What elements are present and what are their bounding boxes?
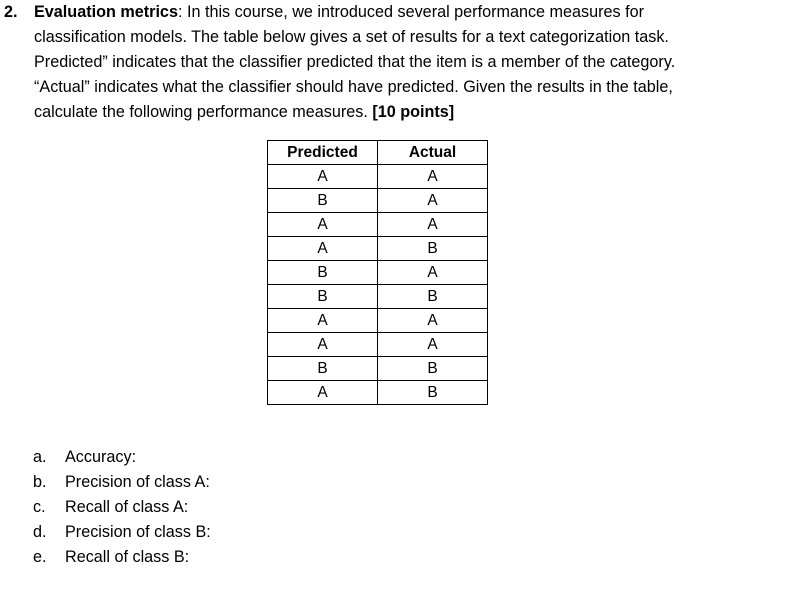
table-row [268,333,488,357]
predicted-cell: A [268,381,378,405]
question-line-4: “Actual” indicates what the classifier should have predicted. Given the results in the table, [34,78,673,96]
subpart-label: Precision of class A: [65,473,210,491]
actual-cell: A [378,165,488,189]
results-table [267,140,488,405]
predicted-cell: A [268,333,378,357]
table-row [268,165,488,189]
actual-cell: B [378,237,488,261]
question-line-3: Predicted” indicates that the classifier predicted that the item is a member of the category. [34,53,676,71]
subpart-marker: b. [33,473,47,491]
table-row [268,357,488,381]
subpart-marker: d. [33,523,47,541]
question-line-1-text: : In this course, we introduced several performance measures for [177,3,645,21]
subpart-label: Recall of class A: [65,498,189,516]
question-line-5-text: calculate the following performance measures. [34,103,373,121]
actual-cell: B [378,381,488,405]
table-row [268,381,488,405]
subpart-marker: c. [33,498,46,516]
question-title: Evaluation metrics [34,3,178,21]
subpart-label: Accuracy: [65,448,137,466]
predicted-cell: A [268,237,378,261]
table-row [268,261,488,285]
table-row [268,285,488,309]
question-line-1 [34,0,774,25]
actual-cell: B [378,357,488,381]
table-row [268,213,488,237]
table-header-row [268,141,488,165]
predicted-cell: B [268,261,378,285]
header-actual: Actual [378,141,488,165]
question-text [34,0,774,125]
actual-cell: A [378,261,488,285]
table-row [268,189,488,213]
question-line-5 [34,100,774,125]
predicted-cell: B [268,189,378,213]
predicted-cell: A [268,309,378,333]
header-predicted: Predicted [268,141,378,165]
subpart-marker: e. [33,548,47,566]
question-points: [10 points] [372,103,455,121]
predicted-cell: B [268,285,378,309]
actual-cell: B [378,285,488,309]
predicted-cell: B [268,357,378,381]
table-row [268,309,488,333]
actual-cell: A [378,189,488,213]
question-number: 2. [4,3,18,21]
subpart-marker: a. [33,448,47,466]
predicted-cell: A [268,213,378,237]
table-row [268,237,488,261]
actual-cell: A [378,213,488,237]
actual-cell: A [378,309,488,333]
predicted-cell: A [268,165,378,189]
subpart-label: Precision of class B: [65,523,211,541]
subpart-label: Recall of class B: [65,548,190,566]
actual-cell: A [378,333,488,357]
question-line-2: classification models. The table below gives a set of results for a text categorization task. [34,28,669,46]
